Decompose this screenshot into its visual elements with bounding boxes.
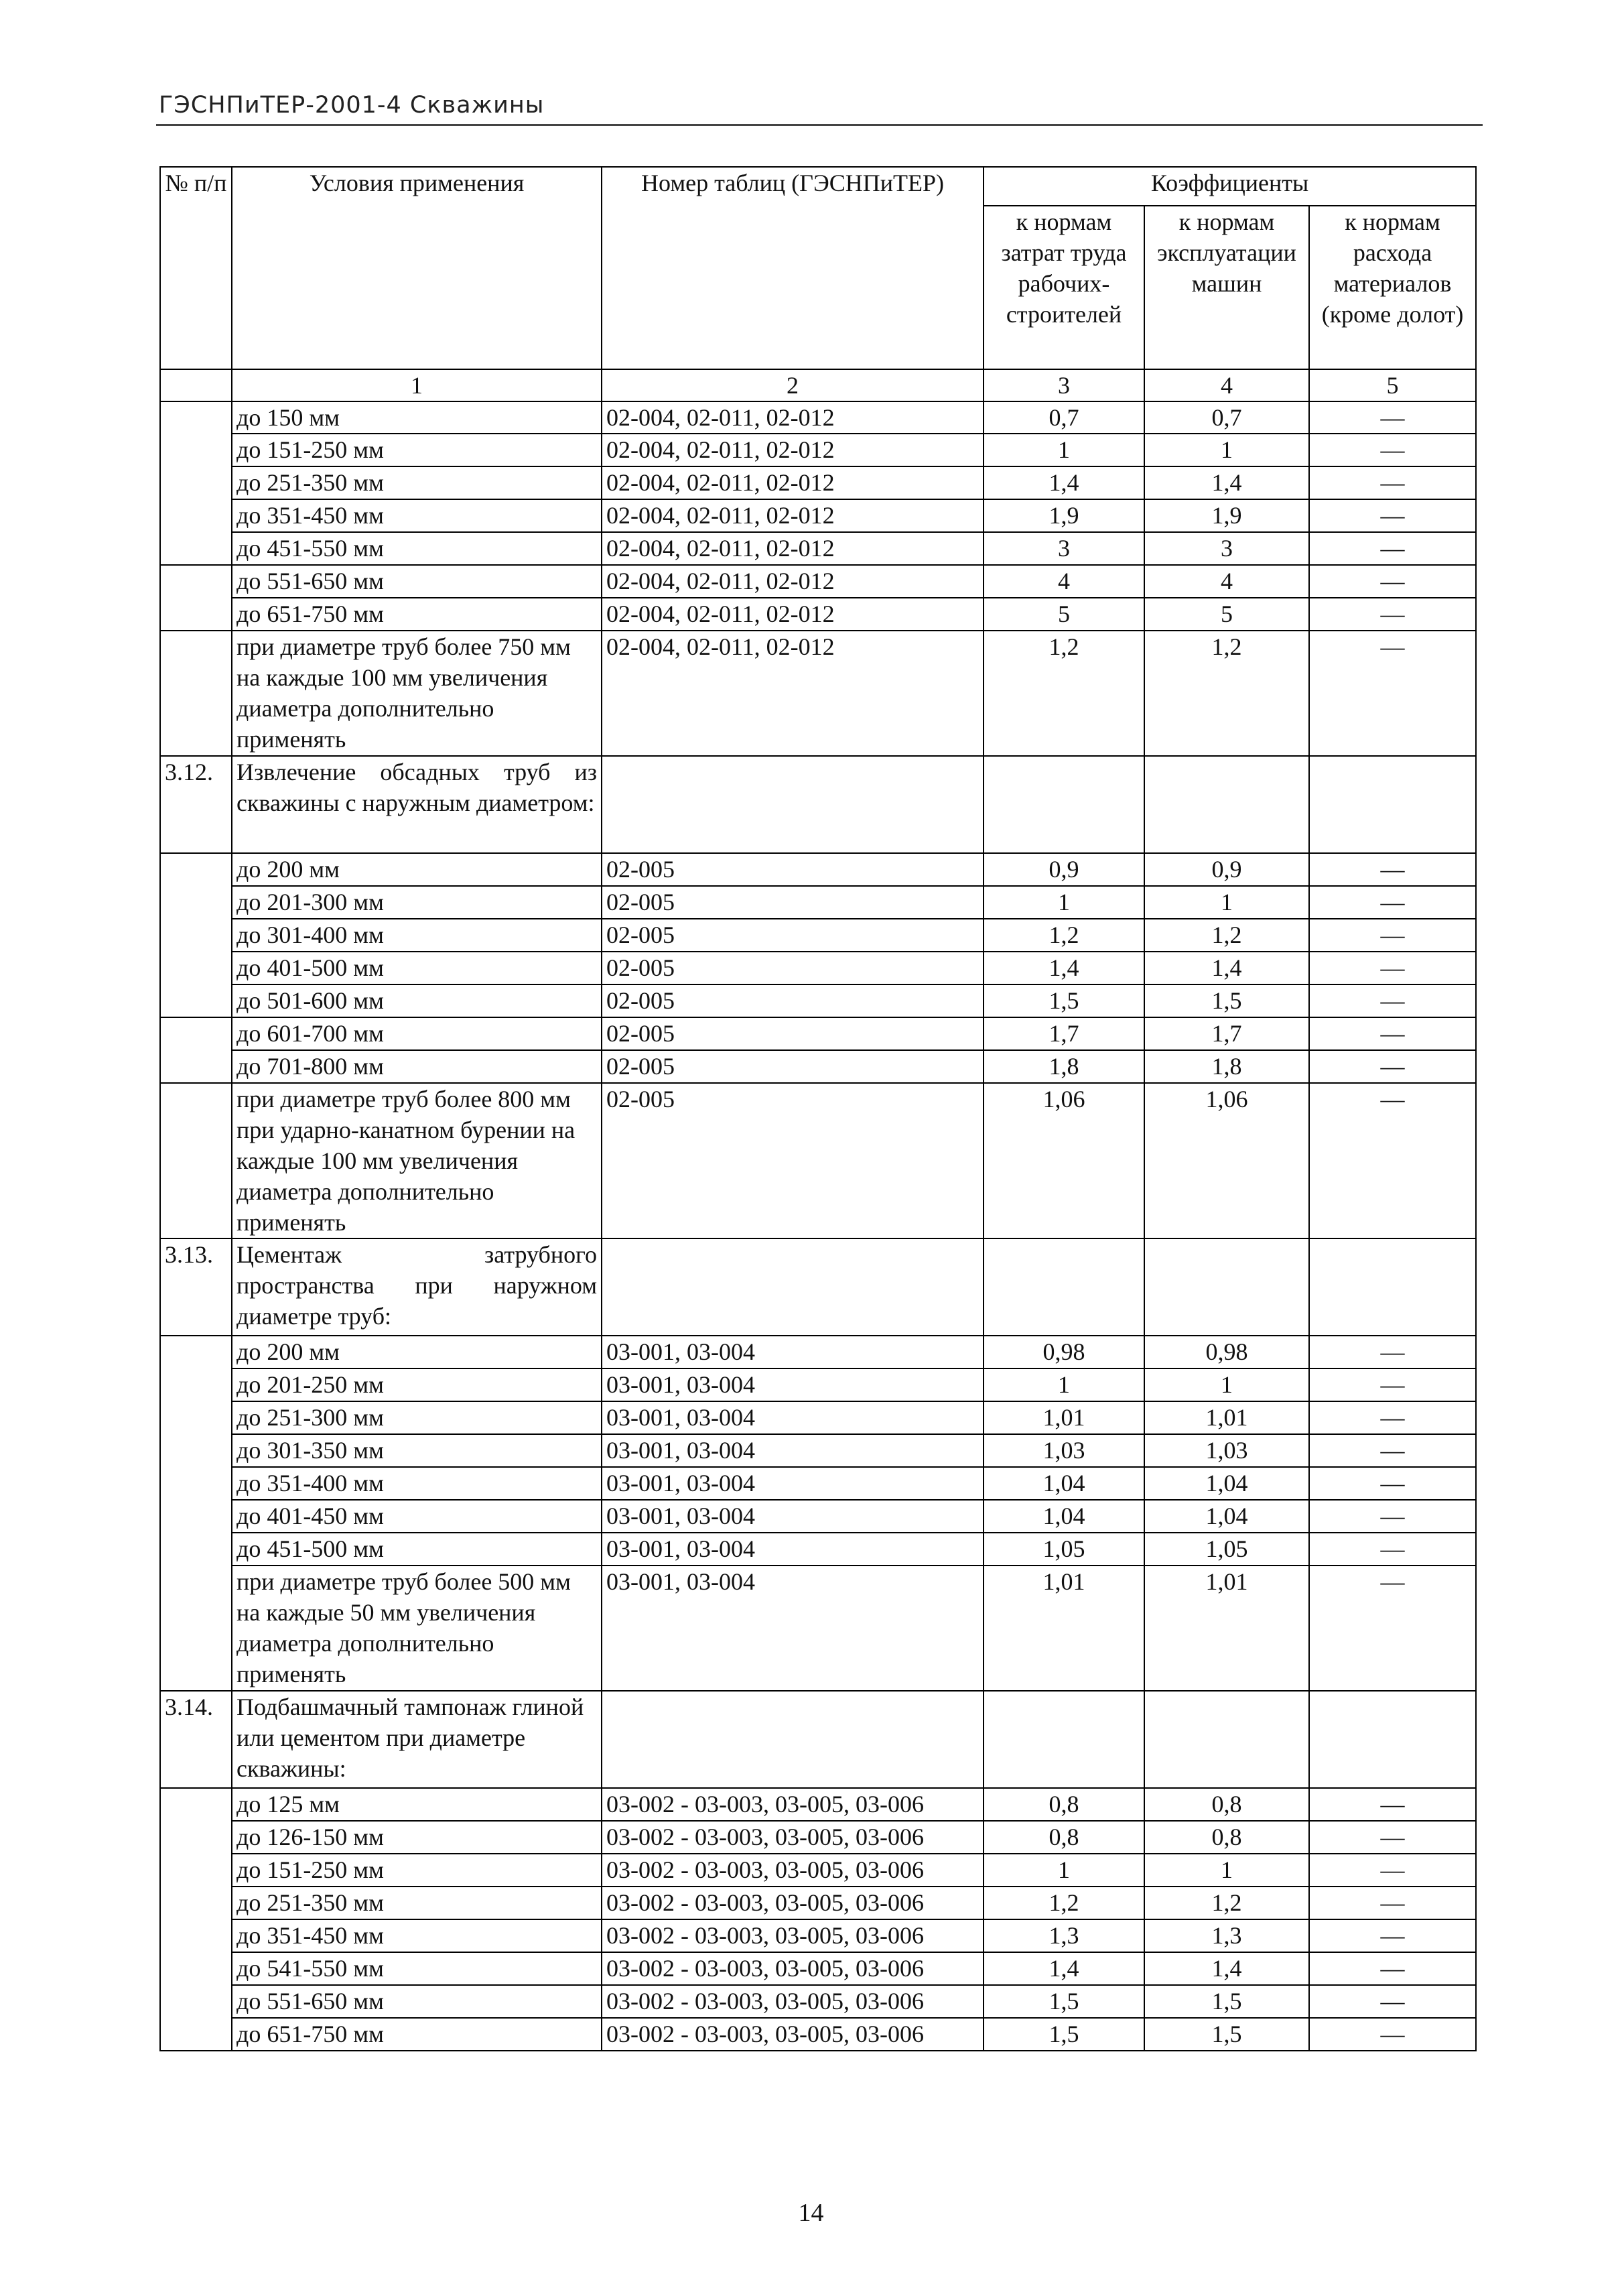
row-condition: до 251-300 мм <box>232 1401 602 1434</box>
header-num: № п/п <box>160 167 232 369</box>
table-row <box>160 631 1476 756</box>
row-materials-coefficient: — <box>1309 1887 1476 1919</box>
header-labor: к нормам затрат труда рабочих-строителей <box>984 206 1144 369</box>
row-materials-coefficient: — <box>1309 1368 1476 1401</box>
row-table-numbers: 03-002 - 03-003, 03-005, 03-006 <box>602 1887 984 1919</box>
table-row <box>160 1401 1476 1434</box>
table-row <box>160 952 1476 984</box>
row-labor-coefficient: 1 <box>984 1854 1144 1887</box>
table-row <box>160 1691 1476 1788</box>
row-number <box>160 1985 232 2018</box>
column-number: 1 <box>232 369 602 401</box>
row-labor-coefficient: 4 <box>984 565 1144 598</box>
row-condition: до 651-750 мм <box>232 598 602 631</box>
row-machines-coefficient: 1 <box>1144 1854 1309 1887</box>
table-row <box>160 886 1476 919</box>
row-materials-coefficient: — <box>1309 952 1476 984</box>
row-table-numbers: 02-005 <box>602 886 984 919</box>
table-row <box>160 1336 1476 1368</box>
column-number: 3 <box>984 369 1144 401</box>
row-materials-coefficient: — <box>1309 1050 1476 1083</box>
table-row <box>160 1985 1476 2018</box>
row-machines-coefficient: 1,3 <box>1144 1919 1309 1952</box>
row-labor-coefficient: 1,3 <box>984 1919 1144 1952</box>
row-number <box>160 1083 232 1238</box>
header-conditions: Условия применения <box>232 167 602 369</box>
column-number: 2 <box>602 369 984 401</box>
row-labor-coefficient: 1 <box>984 434 1144 466</box>
row-condition: до 200 мм <box>232 853 602 886</box>
row-table-numbers: 03-002 - 03-003, 03-005, 03-006 <box>602 2018 984 2051</box>
row-condition: до 126-150 мм <box>232 1821 602 1854</box>
row-condition: до 551-650 мм <box>232 565 602 598</box>
table-row <box>160 1566 1476 1691</box>
row-condition: до 301-400 мм <box>232 919 602 952</box>
table-row <box>160 984 1476 1017</box>
row-number <box>160 1952 232 1985</box>
row-table-numbers: 02-005 <box>602 1017 984 1050</box>
row-materials-coefficient: — <box>1309 1336 1476 1368</box>
row-number <box>160 1467 232 1500</box>
row-labor-coefficient <box>984 756 1144 853</box>
row-table-numbers: 03-001, 03-004 <box>602 1533 984 1566</box>
row-number <box>160 984 232 1017</box>
row-materials-coefficient: — <box>1309 1919 1476 1952</box>
coefficients-table <box>159 166 1477 2051</box>
header-rule <box>156 124 1483 126</box>
row-number <box>160 1401 232 1434</box>
row-condition: до 201-300 мм <box>232 886 602 919</box>
table-row <box>160 1467 1476 1500</box>
row-condition: до 351-450 мм <box>232 499 602 532</box>
row-condition: Извлечение обсадных труб из скважины с наружным диаметром: <box>232 756 602 853</box>
row-labor-coefficient: 1,2 <box>984 919 1144 952</box>
row-table-numbers: 02-005 <box>602 1050 984 1083</box>
row-condition: до 150 мм <box>232 401 602 434</box>
row-machines-coefficient: 1,01 <box>1144 1566 1309 1691</box>
table-row <box>160 756 1476 853</box>
row-materials-coefficient: — <box>1309 1854 1476 1887</box>
row-labor-coefficient: 0,9 <box>984 853 1144 886</box>
row-labor-coefficient: 1,8 <box>984 1050 1144 1083</box>
table-row <box>160 434 1476 466</box>
row-table-numbers: 03-002 - 03-003, 03-005, 03-006 <box>602 1952 984 1985</box>
table-row <box>160 2018 1476 2051</box>
table-row <box>160 532 1476 565</box>
row-number <box>160 1919 232 1952</box>
row-number <box>160 1854 232 1887</box>
row-machines-coefficient <box>1144 1691 1309 1788</box>
row-materials-coefficient: — <box>1309 919 1476 952</box>
row-number <box>160 466 232 499</box>
row-number <box>160 1050 232 1083</box>
column-number: 5 <box>1309 369 1476 401</box>
row-table-numbers: 02-005 <box>602 919 984 952</box>
row-machines-coefficient: 5 <box>1144 598 1309 631</box>
row-table-numbers: 02-004, 02-011, 02-012 <box>602 565 984 598</box>
row-materials-coefficient: — <box>1309 1083 1476 1238</box>
row-condition: до 200 мм <box>232 1336 602 1368</box>
row-number <box>160 1368 232 1401</box>
row-condition: до 151-250 мм <box>232 434 602 466</box>
row-labor-coefficient: 0,8 <box>984 1821 1144 1854</box>
row-materials-coefficient: — <box>1309 499 1476 532</box>
row-condition: при диаметре труб более 500 мм на каждые 50 мм увеличения диаметра дополнительно применять <box>232 1566 602 1691</box>
row-table-numbers: 02-004, 02-011, 02-012 <box>602 499 984 532</box>
row-table-numbers: 02-004, 02-011, 02-012 <box>602 532 984 565</box>
row-labor-coefficient: 0,98 <box>984 1336 1144 1368</box>
row-table-numbers: 03-001, 03-004 <box>602 1566 984 1691</box>
row-materials-coefficient <box>1309 756 1476 853</box>
row-condition: до 351-400 мм <box>232 1467 602 1500</box>
row-materials-coefficient: — <box>1309 886 1476 919</box>
table-row <box>160 1919 1476 1952</box>
row-labor-coefficient: 1,5 <box>984 984 1144 1017</box>
row-number <box>160 1017 232 1050</box>
row-materials-coefficient: — <box>1309 1467 1476 1500</box>
row-table-numbers: 02-004, 02-011, 02-012 <box>602 598 984 631</box>
row-labor-coefficient: 3 <box>984 532 1144 565</box>
row-machines-coefficient: 1,4 <box>1144 466 1309 499</box>
table-row <box>160 565 1476 598</box>
row-table-numbers: 03-002 - 03-003, 03-005, 03-006 <box>602 1788 984 1821</box>
row-condition: до 501-600 мм <box>232 984 602 1017</box>
row-materials-coefficient: — <box>1309 532 1476 565</box>
row-number <box>160 1500 232 1533</box>
table-row <box>160 1821 1476 1854</box>
row-condition: до 401-450 мм <box>232 1500 602 1533</box>
row-materials-coefficient: — <box>1309 631 1476 756</box>
row-number <box>160 1887 232 1919</box>
table-row <box>160 1533 1476 1566</box>
row-condition: до 251-350 мм <box>232 1887 602 1919</box>
row-machines-coefficient: 3 <box>1144 532 1309 565</box>
row-materials-coefficient: — <box>1309 1952 1476 1985</box>
row-materials-coefficient <box>1309 1691 1476 1788</box>
header-machines: к нормам эксплуатации машин <box>1144 206 1309 369</box>
table-row <box>160 1368 1476 1401</box>
row-table-numbers: 03-001, 03-004 <box>602 1467 984 1500</box>
row-labor-coefficient: 1,01 <box>984 1401 1144 1434</box>
row-machines-coefficient: 1,04 <box>1144 1500 1309 1533</box>
row-labor-coefficient: 0,7 <box>984 401 1144 434</box>
row-machines-coefficient: 1,5 <box>1144 984 1309 1017</box>
row-number <box>160 1336 232 1368</box>
row-machines-coefficient: 0,7 <box>1144 401 1309 434</box>
row-materials-coefficient: — <box>1309 1017 1476 1050</box>
row-labor-coefficient: 1,2 <box>984 1887 1144 1919</box>
row-labor-coefficient: 1,06 <box>984 1083 1144 1238</box>
row-machines-coefficient: 1 <box>1144 434 1309 466</box>
row-table-numbers: 02-004, 02-011, 02-012 <box>602 401 984 434</box>
row-materials-coefficient: — <box>1309 565 1476 598</box>
row-condition: до 551-650 мм <box>232 1985 602 2018</box>
row-labor-coefficient: 1,7 <box>984 1017 1144 1050</box>
row-materials-coefficient: — <box>1309 1500 1476 1533</box>
row-materials-coefficient: — <box>1309 1821 1476 1854</box>
row-materials-coefficient <box>1309 1238 1476 1336</box>
row-machines-coefficient: 1,03 <box>1144 1434 1309 1467</box>
row-labor-coefficient: 1,5 <box>984 2018 1144 2051</box>
table-row <box>160 1050 1476 1083</box>
row-labor-coefficient: 1,05 <box>984 1533 1144 1566</box>
row-number <box>160 532 232 565</box>
row-number <box>160 1533 232 1566</box>
row-number <box>160 434 232 466</box>
row-machines-coefficient: 1 <box>1144 1368 1309 1401</box>
row-machines-coefficient: 0,8 <box>1144 1788 1309 1821</box>
row-machines-coefficient: 1,06 <box>1144 1083 1309 1238</box>
row-table-numbers: 02-005 <box>602 952 984 984</box>
row-condition: до 125 мм <box>232 1788 602 1821</box>
running-header: ГЭСНПиТЕР-2001-4 Скважины <box>159 92 545 119</box>
row-machines-coefficient: 1,2 <box>1144 919 1309 952</box>
row-number <box>160 565 232 598</box>
row-number <box>160 1788 232 1821</box>
column-number-blank <box>160 369 232 401</box>
row-number <box>160 1434 232 1467</box>
row-table-numbers: 03-001, 03-004 <box>602 1401 984 1434</box>
row-materials-coefficient: — <box>1309 1566 1476 1691</box>
row-materials-coefficient: — <box>1309 1434 1476 1467</box>
table-row <box>160 1238 1476 1336</box>
row-table-numbers <box>602 1691 984 1788</box>
row-machines-coefficient: 1 <box>1144 886 1309 919</box>
row-labor-coefficient: 1,03 <box>984 1434 1144 1467</box>
row-materials-coefficient: — <box>1309 853 1476 886</box>
row-number <box>160 2018 232 2051</box>
row-table-numbers: 03-002 - 03-003, 03-005, 03-006 <box>602 1821 984 1854</box>
column-number: 4 <box>1144 369 1309 401</box>
table-row <box>160 499 1476 532</box>
row-number <box>160 1566 232 1691</box>
row-number <box>160 401 232 434</box>
row-machines-coefficient: 1,2 <box>1144 631 1309 756</box>
row-table-numbers: 03-001, 03-004 <box>602 1434 984 1467</box>
row-condition: при диаметре труб более 800 мм при ударно-канатном бурении на каждые 100 мм увеличения диаметра дополнительно применять <box>232 1083 602 1238</box>
row-machines-coefficient: 0,9 <box>1144 853 1309 886</box>
row-condition: Цементаж затрубного пространства при наружном диаметре труб: <box>232 1238 602 1336</box>
row-machines-coefficient: 0,98 <box>1144 1336 1309 1368</box>
row-condition: до 251-350 мм <box>232 466 602 499</box>
row-machines-coefficient <box>1144 1238 1309 1336</box>
row-labor-coefficient: 1 <box>984 886 1144 919</box>
row-table-numbers: 02-004, 02-011, 02-012 <box>602 466 984 499</box>
row-table-numbers: 03-001, 03-004 <box>602 1500 984 1533</box>
header-tables: Номер таблиц (ГЭСНПиТЕР) <box>602 167 984 369</box>
table-row <box>160 1434 1476 1467</box>
row-machines-coefficient <box>1144 756 1309 853</box>
table-row <box>160 919 1476 952</box>
row-materials-coefficient: — <box>1309 1401 1476 1434</box>
row-condition: до 541-550 мм <box>232 1952 602 1985</box>
row-number <box>160 1821 232 1854</box>
row-number <box>160 919 232 952</box>
row-number <box>160 853 232 886</box>
row-table-numbers: 03-001, 03-004 <box>602 1336 984 1368</box>
row-machines-coefficient: 1,2 <box>1144 1887 1309 1919</box>
row-labor-coefficient: 1 <box>984 1368 1144 1401</box>
row-materials-coefficient: — <box>1309 466 1476 499</box>
row-labor-coefficient: 1,2 <box>984 631 1144 756</box>
row-materials-coefficient: — <box>1309 598 1476 631</box>
row-condition: до 201-250 мм <box>232 1368 602 1401</box>
row-number: 3.13. <box>160 1238 232 1336</box>
row-labor-coefficient: 1,4 <box>984 1952 1144 1985</box>
row-materials-coefficient: — <box>1309 434 1476 466</box>
row-condition: до 351-450 мм <box>232 1919 602 1952</box>
row-table-numbers: 03-001, 03-004 <box>602 1368 984 1401</box>
row-table-numbers: 02-004, 02-011, 02-012 <box>602 434 984 466</box>
page-number: 14 <box>798 2199 824 2227</box>
table-row <box>160 1788 1476 1821</box>
row-machines-coefficient: 1,5 <box>1144 2018 1309 2051</box>
row-number <box>160 886 232 919</box>
row-machines-coefficient: 1,04 <box>1144 1467 1309 1500</box>
table-row <box>160 853 1476 886</box>
row-machines-coefficient: 1,8 <box>1144 1050 1309 1083</box>
row-number <box>160 499 232 532</box>
row-machines-coefficient: 1,7 <box>1144 1017 1309 1050</box>
row-labor-coefficient: 1,4 <box>984 952 1144 984</box>
row-labor-coefficient <box>984 1238 1144 1336</box>
table-row <box>160 1887 1476 1919</box>
row-condition: до 651-750 мм <box>232 2018 602 2051</box>
row-labor-coefficient: 1,01 <box>984 1566 1144 1691</box>
row-condition: до 401-500 мм <box>232 952 602 984</box>
row-machines-coefficient: 1,9 <box>1144 499 1309 532</box>
row-machines-coefficient: 1,4 <box>1144 1952 1309 1985</box>
row-labor-coefficient: 1,4 <box>984 466 1144 499</box>
row-labor-coefficient: 0,8 <box>984 1788 1144 1821</box>
table-row <box>160 1083 1476 1238</box>
row-table-numbers: 03-002 - 03-003, 03-005, 03-006 <box>602 1854 984 1887</box>
row-materials-coefficient: — <box>1309 984 1476 1017</box>
row-number: 3.14. <box>160 1691 232 1788</box>
row-condition: до 151-250 мм <box>232 1854 602 1887</box>
row-labor-coefficient: 1,9 <box>984 499 1144 532</box>
column-number-row <box>160 369 1476 401</box>
row-condition: до 451-500 мм <box>232 1533 602 1566</box>
table-row <box>160 598 1476 631</box>
row-labor-coefficient: 1,04 <box>984 1500 1144 1533</box>
row-machines-coefficient: 1,4 <box>1144 952 1309 984</box>
table-row <box>160 1500 1476 1533</box>
row-condition: до 701-800 мм <box>232 1050 602 1083</box>
row-number <box>160 598 232 631</box>
row-machines-coefficient: 1,01 <box>1144 1401 1309 1434</box>
row-machines-coefficient: 0,8 <box>1144 1821 1309 1854</box>
row-number <box>160 952 232 984</box>
row-table-numbers <box>602 756 984 853</box>
row-number <box>160 631 232 756</box>
table-row <box>160 1854 1476 1887</box>
row-materials-coefficient: — <box>1309 1788 1476 1821</box>
row-condition: при диаметре труб более 750 мм на каждые 100 мм увеличения диаметра дополнительно применять <box>232 631 602 756</box>
row-machines-coefficient: 1,5 <box>1144 1985 1309 2018</box>
row-machines-coefficient: 1,05 <box>1144 1533 1309 1566</box>
row-materials-coefficient: — <box>1309 1533 1476 1566</box>
row-condition: Подбашмачный тампонаж глиной или цементом при диаметре скважины: <box>232 1691 602 1788</box>
row-labor-coefficient: 5 <box>984 598 1144 631</box>
row-materials-coefficient: — <box>1309 2018 1476 2051</box>
table-row <box>160 1017 1476 1050</box>
row-table-numbers: 03-002 - 03-003, 03-005, 03-006 <box>602 1985 984 2018</box>
row-table-numbers: 02-005 <box>602 853 984 886</box>
header-coefficients: Коэффициенты <box>984 167 1476 206</box>
row-table-numbers <box>602 1238 984 1336</box>
row-table-numbers: 02-005 <box>602 984 984 1017</box>
row-machines-coefficient: 4 <box>1144 565 1309 598</box>
row-labor-coefficient: 1,04 <box>984 1467 1144 1500</box>
table-row <box>160 401 1476 434</box>
table-row <box>160 1952 1476 1985</box>
row-materials-coefficient: — <box>1309 1985 1476 2018</box>
row-number: 3.12. <box>160 756 232 853</box>
header-materials: к нормам расхода материалов (кроме долот) <box>1309 206 1476 369</box>
table-row <box>160 466 1476 499</box>
row-labor-coefficient: 1,5 <box>984 1985 1144 2018</box>
row-table-numbers: 03-002 - 03-003, 03-005, 03-006 <box>602 1919 984 1952</box>
row-table-numbers: 02-004, 02-011, 02-012 <box>602 631 984 756</box>
row-labor-coefficient <box>984 1691 1144 1788</box>
row-table-numbers: 02-005 <box>602 1083 984 1238</box>
row-condition: до 601-700 мм <box>232 1017 602 1050</box>
row-condition: до 301-350 мм <box>232 1434 602 1467</box>
row-condition: до 451-550 мм <box>232 532 602 565</box>
row-materials-coefficient: — <box>1309 401 1476 434</box>
